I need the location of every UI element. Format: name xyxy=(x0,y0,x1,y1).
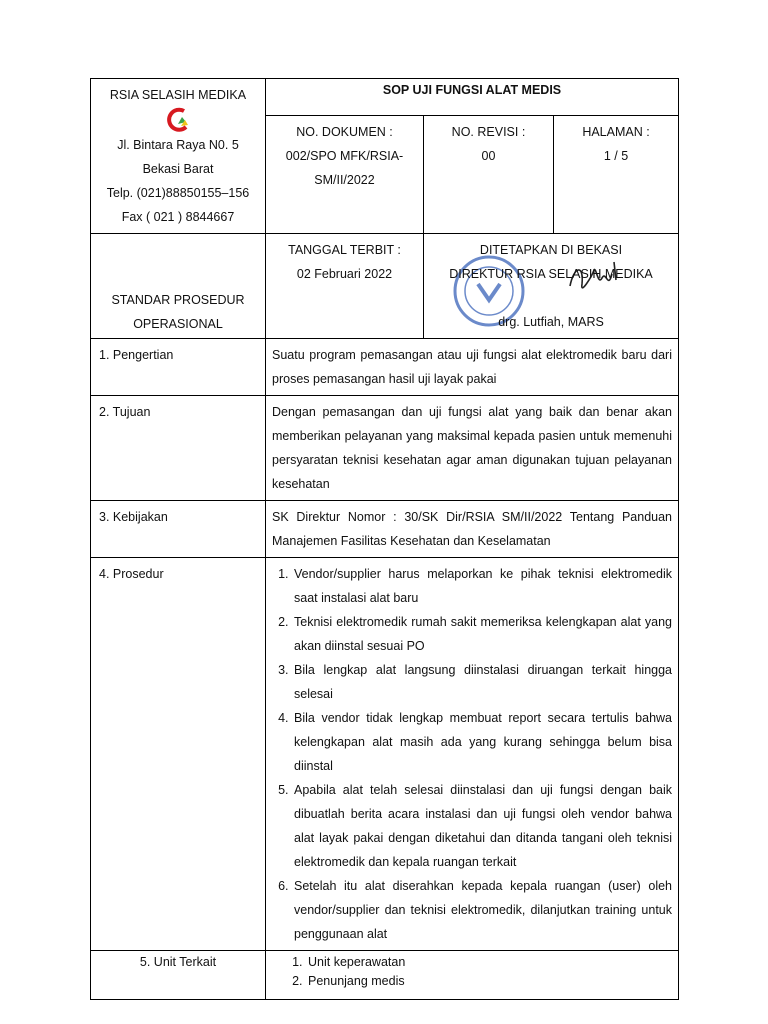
list-item: 5. Apabila alat telah selesai diinstalasi dan uji fungsi dengan baik dibuatlah berita acara instalasi dan uji fungsi oleh vendor bahwa alat layak pakai dengan diketahui dan ditanda tangani oleh teknisi elektromedik dan kepala ruangan terkait xyxy=(292,778,672,874)
list-item: 2. Penunjang medis xyxy=(306,972,672,991)
hospital-name: RSIA SELASIH MEDIKA xyxy=(109,88,247,102)
tujuan-label: 2. Tujuan xyxy=(91,396,266,501)
sop-table xyxy=(90,78,679,1000)
phone-number: Telp. (021)88850155–156 xyxy=(106,186,250,200)
address-line-1: Jl. Bintara Raya N0. 5 xyxy=(117,138,239,152)
list-item: 4. Bila vendor tidak lengkap membuat report secara tertulis bahwa kelengkapan alat masih ada yang kurang sehingga belum bisa diinstal xyxy=(292,706,672,778)
no-dokumen-value-2: SM/II/2022 xyxy=(314,173,375,187)
halaman-value: 1 / 5 xyxy=(603,149,629,163)
hospital-info-cell xyxy=(91,79,266,234)
list-item: 1. Unit keperawatan xyxy=(306,953,672,972)
fax-number: Fax ( 021 ) 8844667 xyxy=(121,210,235,224)
spo-line-2: OPERASIONAL xyxy=(133,317,223,331)
halaman-label: HALAMAN : xyxy=(582,125,650,139)
no-dokumen-value-1: 002/SPO MFK/RSIA- xyxy=(285,149,404,163)
no-dokumen-cell xyxy=(266,116,424,234)
tanggal-value: 02 Februari 2022 xyxy=(296,267,393,281)
pengertian-text: Suatu program pemasangan atau uji fungsi alat elektromedik baru dari proses pemasangan hasil uji layak pakai xyxy=(266,339,679,396)
no-revisi-label: NO. REVISI : xyxy=(451,125,526,139)
kebijakan-text: SK Direktur Nomor : 30/SK Dir/RSIA SM/II/2022 Tentang Panduan Manajemen Fasilitas Kesehatan dan Keselamatan xyxy=(266,501,679,558)
ditetapkan-cell xyxy=(424,234,679,339)
spo-line-1: STANDAR PROSEDUR xyxy=(111,293,245,307)
no-revisi-cell xyxy=(424,116,554,234)
sop-document xyxy=(90,78,678,1000)
prosedur-cell xyxy=(266,558,679,951)
unit-list xyxy=(272,953,672,991)
unit-label: 5. Unit Terkait xyxy=(91,951,266,1000)
list-item: 6. Setelah itu alat diserahkan kepada kepala ruangan (user) oleh vendor/supplier dan teknisi elektromedik, dilanjutkan training untuk penggunaan alat xyxy=(292,874,672,946)
spo-cell xyxy=(91,234,266,339)
unit-cell xyxy=(266,951,679,1000)
tanggal-label: TANGGAL TERBIT : xyxy=(288,243,401,257)
ditetapkan-line-2: DIREKTUR RSIA SELASIH MEDIKA xyxy=(449,267,653,281)
no-dokumen-label: NO. DOKUMEN : xyxy=(296,125,393,139)
tujuan-text: Dengan pemasangan dan uji fungsi alat yang baik dan benar akan memberikan pelayanan yang maksimal kepada pasien untuk memenuhi persyaratan teknisi kesehatan agar aman digunakan tujuan pelayanan kesehatan xyxy=(266,396,679,501)
ditetapkan-line-1: DITETAPKAN DI BEKASI xyxy=(479,243,623,257)
halaman-cell xyxy=(554,116,679,234)
list-item: 3. Bila lengkap alat langsung diinstalasi diruangan terkait hingga selesai xyxy=(292,658,672,706)
prosedur-list xyxy=(272,562,672,946)
hospital-logo-icon xyxy=(165,107,191,133)
tanggal-cell xyxy=(266,234,424,339)
kebijakan-label: 3. Kebijakan xyxy=(91,501,266,558)
prosedur-label: 4. Prosedur xyxy=(91,558,266,951)
list-item: 2. Teknisi elektromedik rumah sakit memeriksa kelengkapan alat yang akan diinstal sesuai PO xyxy=(292,610,672,658)
doc-title: SOP UJI FUNGSI ALAT MEDIS xyxy=(266,79,679,116)
address-line-2: Bekasi Barat xyxy=(142,162,214,176)
list-item: 1. Vendor/supplier harus melaporkan ke pihak teknisi elektromedik saat instalasi alat baru xyxy=(292,562,672,610)
pengertian-label: 1. Pengertian xyxy=(91,339,266,396)
signer-name: drg. Lutfiah, MARS xyxy=(498,315,604,329)
no-revisi-value: 00 xyxy=(481,149,496,163)
